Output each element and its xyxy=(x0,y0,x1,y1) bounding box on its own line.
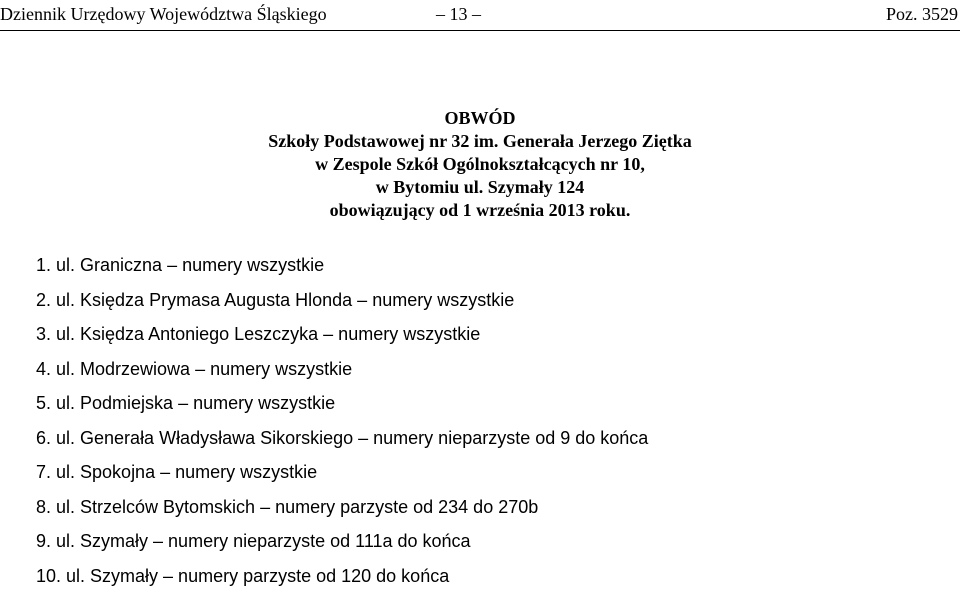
page-header xyxy=(0,0,960,31)
title-school-address: w Bytomiu ul. Szymały 124 xyxy=(375,177,585,197)
title-school-name: Szkoły Podstawowej nr 32 im. Generała Jerzego Ziętka xyxy=(268,131,692,151)
street-list xyxy=(36,253,648,598)
street-item: 5. ul. Podmiejska – numery wszystkie xyxy=(36,393,336,413)
street-item: 1. ul. Graniczna – numery wszystkie xyxy=(36,255,325,275)
journal-title: Dziennik Urzędowy Województwa Śląskiego xyxy=(0,4,327,24)
position-number: Poz. 3529 xyxy=(886,4,958,24)
title-effective-date: obowiązujący od 1 września 2013 roku. xyxy=(329,200,631,220)
page-number: – 13 – xyxy=(436,4,481,24)
title-heading: OBWÓD xyxy=(444,108,516,128)
street-item: 4. ul. Modrzewiowa – numery wszystkie xyxy=(36,358,353,379)
street-item: 9. ul. Szymały – numery nieparzyste od 111a do końca xyxy=(36,531,471,551)
street-item: 6. ul. Generała Władysława Sikorskiego – numery nieparzyste od 9 do końca xyxy=(36,427,649,448)
street-item: 7. ul. Spokojna – numery wszystkie xyxy=(36,462,318,482)
street-item: 2. ul. Księdza Prymasa Augusta Hlonda – numery wszystkie xyxy=(36,289,515,310)
street-item: 3. ul. Księdza Antoniego Leszczyka – numery wszystkie xyxy=(36,324,481,344)
street-item: 10. ul. Szymały – numery parzyste od 120 do końca xyxy=(36,565,450,586)
document-title xyxy=(0,107,960,222)
street-item: 8. ul. Strzelców Bytomskich – numery parzyste od 234 do 270b xyxy=(36,496,539,517)
title-school-complex: w Zespole Szkół Ogólnokształcących nr 10, xyxy=(315,154,645,174)
